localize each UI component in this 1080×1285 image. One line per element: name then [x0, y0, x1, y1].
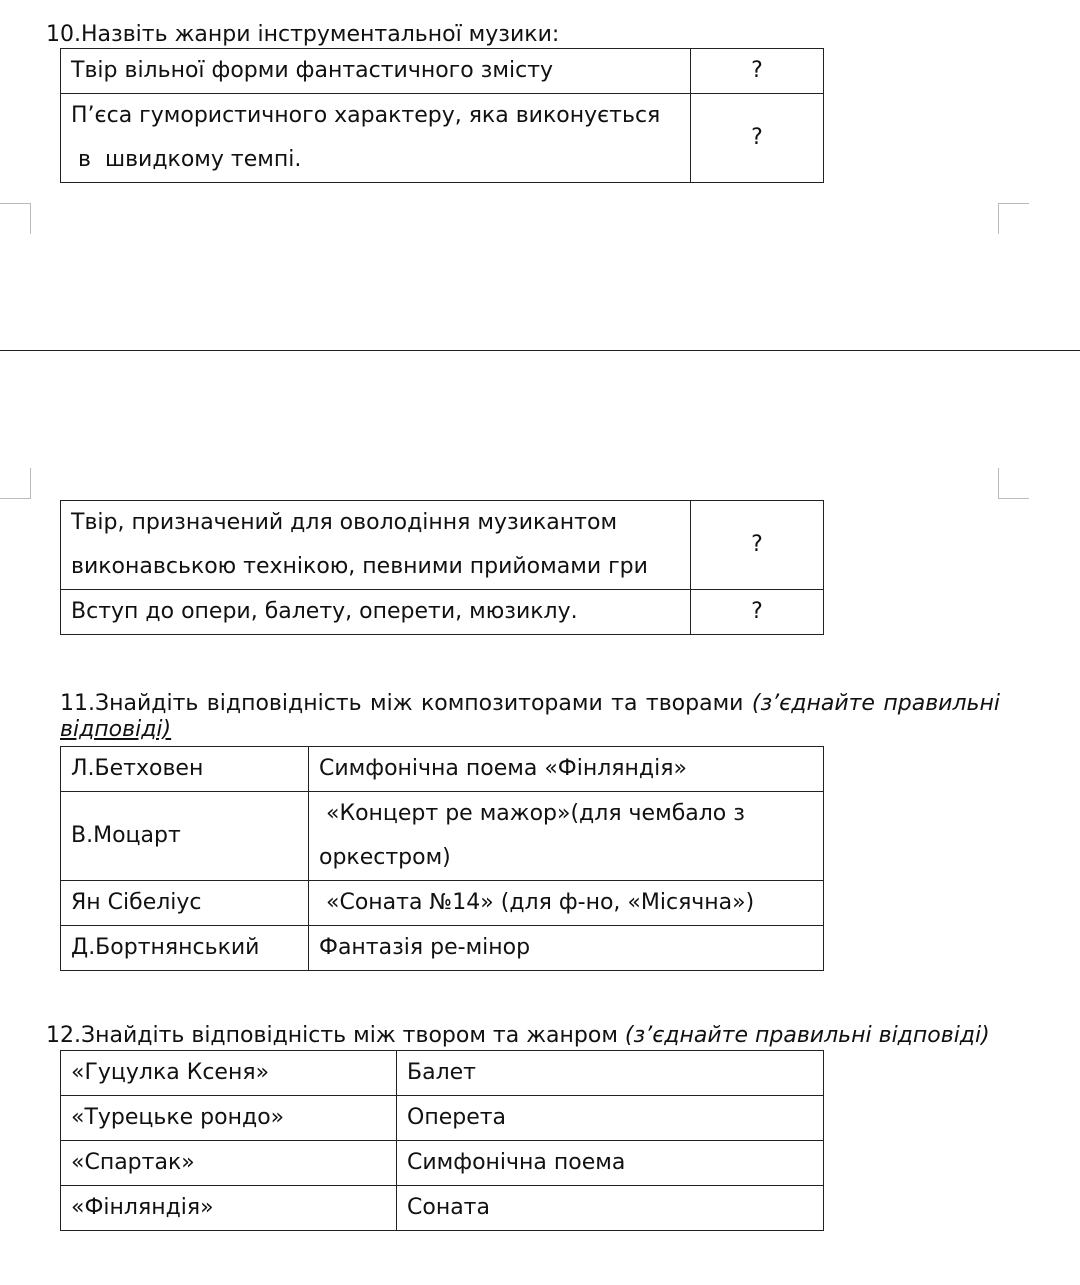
page-corner-mark — [998, 203, 1029, 234]
composer-cell: Ян Сібеліус — [61, 881, 309, 926]
work-line: оркестром) — [319, 845, 451, 870]
question-text: 12.Знайдіть відповідність між твором та жанром — [46, 1023, 618, 1048]
question-10-table-part-1 — [60, 48, 824, 183]
work-cell: «Соната №14» (для ф-но, «Місячна») — [309, 881, 824, 926]
table-row — [61, 590, 824, 635]
work-line: «Концерт ре мажор»(для чембало з — [319, 801, 745, 826]
genre-description: Вступ до опери, балету, оперети, мюзиклу. — [61, 590, 691, 635]
work-cell — [309, 792, 824, 881]
question-hint-continued: відповіді) — [60, 717, 172, 742]
description-line: виконавською технікою, певними прийомами гри — [71, 554, 648, 579]
description-line: Твір, призначений для оволодіння музикантом — [71, 510, 618, 535]
question-hint: (з’єднайте правильні — [751, 691, 1001, 716]
description-line: П’єса гумористичного характеру, яка виконується — [71, 103, 661, 128]
table-row — [61, 1186, 824, 1231]
composer-cell: В.Моцарт — [61, 792, 309, 881]
table-row — [61, 926, 824, 971]
work-cell: «Спартак» — [61, 1141, 397, 1186]
table-row — [61, 501, 824, 590]
table-row — [61, 881, 824, 926]
genre-cell: Соната — [397, 1186, 824, 1231]
work-cell: Симфонічна поема «Фінляндія» — [309, 747, 824, 792]
table-row — [61, 747, 824, 792]
page-break-line — [0, 350, 1080, 351]
table-row — [61, 1096, 824, 1141]
work-genre-table — [60, 1050, 824, 1231]
answer-cell: ? — [691, 590, 824, 635]
table-row — [61, 49, 824, 94]
question-10-table-part-2 — [60, 500, 824, 635]
page-corner-mark — [0, 468, 31, 499]
composer-work-table — [60, 746, 824, 971]
table-row — [61, 94, 824, 183]
answer-cell: ? — [691, 49, 824, 94]
work-cell: «Гуцулка Ксеня» — [61, 1051, 397, 1096]
genre-cell: Симфонічна поема — [397, 1141, 824, 1186]
table-row — [61, 1141, 824, 1186]
question-12-title — [46, 1023, 990, 1049]
genre-description: Твір вільної форми фантастичного змісту — [61, 49, 691, 94]
work-cell: «Турецьке рондо» — [61, 1096, 397, 1141]
question-hint: (з’єднайте правильні відповіді) — [624, 1023, 990, 1048]
genre-cell: Оперета — [397, 1096, 824, 1141]
table-row — [61, 1051, 824, 1096]
composer-cell: Д.Бортнянський — [61, 926, 309, 971]
genre-description — [61, 501, 691, 590]
genre-cell: Балет — [397, 1051, 824, 1096]
table-row — [61, 792, 824, 881]
work-cell: Фантазія ре-мінор — [309, 926, 824, 971]
genre-description — [61, 94, 691, 183]
question-text: 11.Знайдіть відповідність між композиторами та творами — [60, 691, 744, 716]
question-10-title: 10.Назвіть жанри інструментальної музики: — [46, 22, 560, 47]
composer-cell: Л.Бетховен — [61, 747, 309, 792]
answer-cell: ? — [691, 501, 824, 590]
page-corner-mark — [0, 203, 31, 234]
description-line: в швидкому темпі. — [71, 147, 302, 172]
work-cell: «Фінляндія» — [61, 1186, 397, 1231]
question-11-title — [60, 691, 1000, 743]
answer-cell: ? — [691, 94, 824, 183]
page-corner-mark — [998, 468, 1029, 499]
